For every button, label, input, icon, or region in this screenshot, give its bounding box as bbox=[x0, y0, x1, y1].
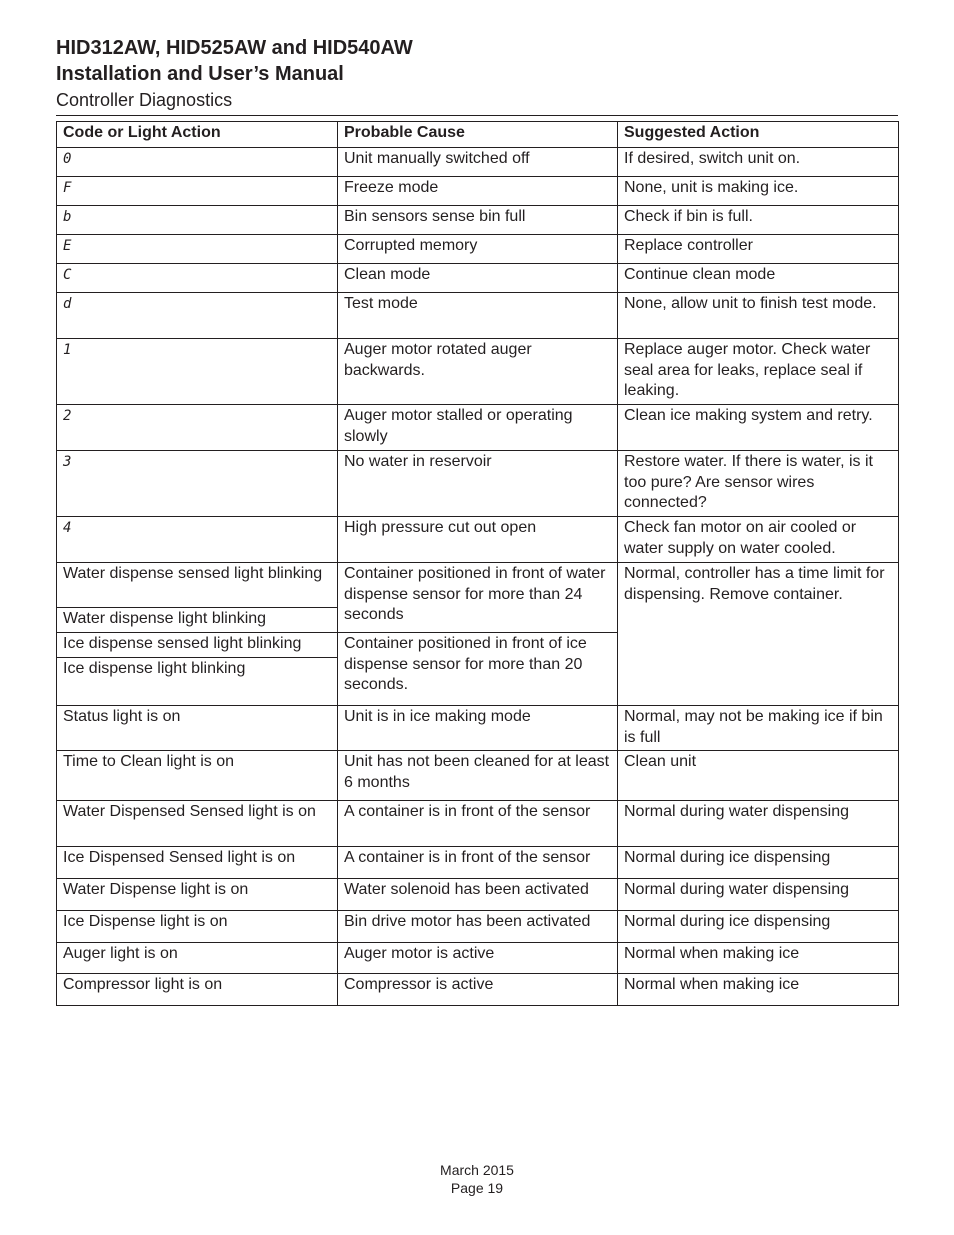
code-cell: C bbox=[57, 264, 338, 293]
cause-cell: Unit manually switched off bbox=[338, 148, 618, 177]
action-cell: Normal during ice dispensing bbox=[618, 847, 899, 879]
table-row bbox=[57, 206, 899, 235]
action-cell: Normal when making ice bbox=[618, 943, 899, 974]
action-cell: Normal, may not be making ice if bin is full bbox=[618, 706, 899, 751]
light-cell: Time to Clean light is on bbox=[57, 751, 338, 801]
cause-cell: Auger motor stalled or operating slowly bbox=[338, 405, 618, 451]
action-cell: None, unit is making ice. bbox=[618, 177, 899, 206]
table-row bbox=[57, 517, 899, 563]
cause-cell: No water in reservoir bbox=[338, 451, 618, 517]
light-cell: Water Dispensed Sensed light is on bbox=[57, 801, 338, 847]
cause-cell: A container is in front of the sensor bbox=[338, 801, 618, 847]
cause-cell: Water solenoid has been activated bbox=[338, 879, 618, 911]
code-cell: 3 bbox=[57, 451, 338, 517]
cause-cell: Clean mode bbox=[338, 264, 618, 293]
table-row bbox=[57, 177, 899, 206]
action-cell: Replace controller bbox=[618, 235, 899, 264]
ice-dispense-sensed-blinking-cell: Ice dispense sensed light blinking bbox=[57, 633, 338, 658]
action-cell: Normal during ice dispensing bbox=[618, 911, 899, 943]
table-row bbox=[57, 911, 899, 943]
action-cell: Continue clean mode bbox=[618, 264, 899, 293]
cause-cell: Bin sensors sense bin full bbox=[338, 206, 618, 235]
column-header-cause: Probable Cause bbox=[338, 122, 618, 148]
table-row bbox=[57, 943, 899, 974]
water-dispense-sensed-blinking-cell: Water dispense sensed light blinking bbox=[57, 563, 338, 608]
table-header-row bbox=[57, 122, 899, 148]
document-header bbox=[56, 35, 898, 113]
water-dispense-blinking-cell: Water dispense light blinking bbox=[57, 608, 338, 633]
code-cell: 0 bbox=[57, 148, 338, 177]
table-row bbox=[57, 148, 899, 177]
code-cell: E bbox=[57, 235, 338, 264]
column-header-action: Suggested Action bbox=[618, 122, 899, 148]
cause-cell: A container is in front of the sensor bbox=[338, 847, 618, 879]
action-cell: None, allow unit to finish test mode. bbox=[618, 293, 899, 339]
ice-dispense-cause-cell: Container positioned in front of ice dispense sensor for more than 20 seconds. bbox=[338, 633, 618, 706]
action-cell: Check if bin is full. bbox=[618, 206, 899, 235]
action-cell: Clean ice making system and retry. bbox=[618, 405, 899, 451]
table-row bbox=[57, 879, 899, 911]
action-cell: Clean unit bbox=[618, 751, 899, 801]
table-row bbox=[57, 339, 899, 405]
page-footer bbox=[0, 1161, 954, 1197]
table-row bbox=[57, 847, 899, 879]
manual-title: Installation and User’s Manual bbox=[56, 63, 344, 85]
action-cell: Replace auger motor. Check water seal area for leaks, replace seal if leaking. bbox=[618, 339, 899, 405]
diagnostics-table bbox=[56, 121, 899, 1006]
table-row bbox=[57, 801, 899, 847]
page-number: Page 19 bbox=[450, 1180, 504, 1196]
cause-cell: High pressure cut out open bbox=[338, 517, 618, 563]
action-cell: Normal during water dispensing bbox=[618, 879, 899, 911]
manual-title-models: HID312AW, HID525AW and HID540AW bbox=[56, 37, 413, 59]
light-cell: Ice Dispensed Sensed light is on bbox=[57, 847, 338, 879]
cause-cell: Unit is in ice making mode bbox=[338, 706, 618, 751]
light-cell: Compressor light is on bbox=[57, 974, 338, 1006]
table-row bbox=[57, 706, 899, 751]
cause-cell: Compressor is active bbox=[338, 974, 618, 1006]
light-cell: Auger light is on bbox=[57, 943, 338, 974]
light-cell: Ice Dispense light is on bbox=[57, 911, 338, 943]
code-cell: F bbox=[57, 177, 338, 206]
cause-cell: Unit has not been cleaned for at least 6 months bbox=[338, 751, 618, 801]
light-cell: Status light is on bbox=[57, 706, 338, 751]
table-row bbox=[57, 293, 899, 339]
code-cell: 1 bbox=[57, 339, 338, 405]
action-cell: Check fan motor on air cooled or water supply on water cooled. bbox=[618, 517, 899, 563]
dispense-blinking-row bbox=[57, 563, 899, 608]
dispense-timeout-action-cell: Normal, controller has a time limit for dispensing. Remove container. bbox=[618, 563, 899, 706]
action-cell: If desired, switch unit on. bbox=[618, 148, 899, 177]
section-title: Controller Diagnostics bbox=[56, 90, 233, 110]
ice-dispense-blinking-cell: Ice dispense light blinking bbox=[57, 658, 338, 706]
code-cell: d bbox=[57, 293, 338, 339]
cause-cell: Freeze mode bbox=[338, 177, 618, 206]
header-divider bbox=[56, 115, 898, 116]
table-row bbox=[57, 451, 899, 517]
cause-cell: Auger motor rotated auger backwards. bbox=[338, 339, 618, 405]
water-dispense-cause-cell: Container positioned in front of water dispense sensor for more than 24 seconds bbox=[338, 563, 618, 633]
code-cell: b bbox=[57, 206, 338, 235]
cause-cell: Auger motor is active bbox=[338, 943, 618, 974]
action-cell: Restore water. If there is water, is it too pure? Are sensor wires connected? bbox=[618, 451, 899, 517]
table-row bbox=[57, 974, 899, 1006]
code-cell: 2 bbox=[57, 405, 338, 451]
table-row bbox=[57, 264, 899, 293]
action-cell: Normal when making ice bbox=[618, 974, 899, 1006]
light-cell: Water Dispense light is on bbox=[57, 879, 338, 911]
cause-cell: Corrupted memory bbox=[338, 235, 618, 264]
cause-cell: Test mode bbox=[338, 293, 618, 339]
action-cell: Normal during water dispensing bbox=[618, 801, 899, 847]
table-row bbox=[57, 235, 899, 264]
footer-date: March 2015 bbox=[440, 1162, 514, 1178]
table-row bbox=[57, 405, 899, 451]
column-header-code: Code or Light Action bbox=[57, 122, 338, 148]
table-row bbox=[57, 751, 899, 801]
cause-cell: Bin drive motor has been activated bbox=[338, 911, 618, 943]
code-cell: 4 bbox=[57, 517, 338, 563]
